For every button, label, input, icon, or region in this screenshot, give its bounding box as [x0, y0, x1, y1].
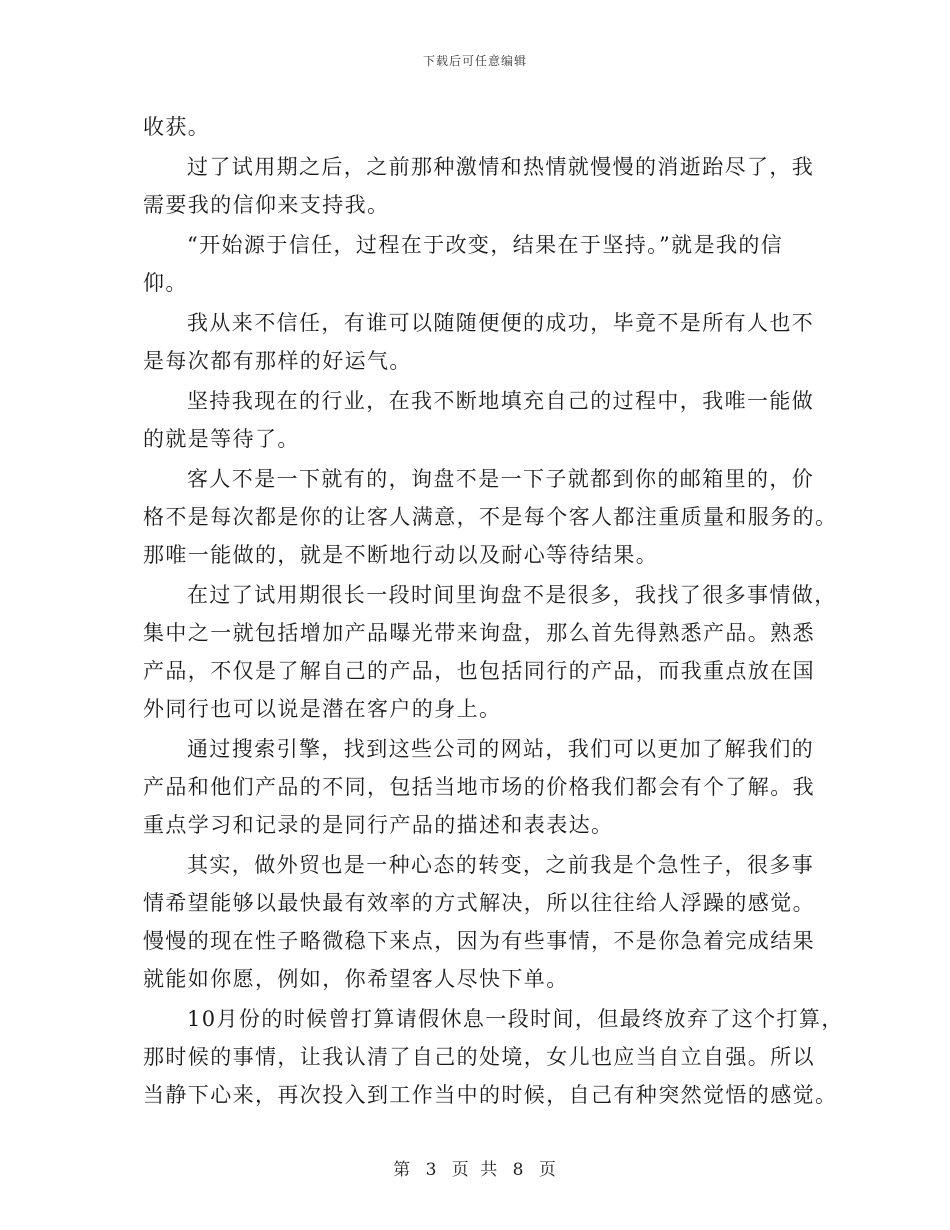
- text-line: 产品和他们产品的不同，包括当地市场的价格我们都会有个了解。我: [143, 775, 815, 799]
- text-line: 10月份的时候曾打算请假休息一段时间，但最终放弃了这个打算，: [187, 1007, 844, 1031]
- text-line: 那时候的事情，让我认清了自己的处境，女儿也应当自立自强。所以: [143, 1045, 815, 1069]
- text-line: 其实，做外贸也是一种心态的转变，之前我是个急性子，很多事: [187, 853, 815, 877]
- text-line: 仰。: [143, 271, 188, 295]
- text-line: 是每次都有那样的好运气。: [143, 349, 412, 373]
- text-line: 集中之一就包括增加产品曝光带来询盘，那么首先得熟悉产品。熟悉: [143, 621, 815, 645]
- paragraph: [143, 382, 815, 458]
- text-line: 重点学习和记录的是同行产品的描述和表表达。: [143, 813, 614, 837]
- text-line: 格不是每次都是你的让客人满意，不是每个客人都注重质量和服务的。: [143, 505, 838, 529]
- text-line: 需要我的信仰来支持我。: [143, 193, 390, 217]
- text-line: 产品，不仅是了解自己的产品，也包括同行的产品，而我重点放在国: [143, 659, 815, 683]
- text-line: 过了试用期之后，之前那种激情和热情就慢慢的消逝跆尽了，我: [187, 155, 815, 179]
- text-line: 的就是等待了。: [143, 427, 300, 451]
- total-page-count: 8: [512, 1160, 525, 1180]
- paragraph: [143, 576, 837, 728]
- paragraph: [143, 846, 815, 998]
- text-line: 通过搜索引擎，找到这些公司的网站，我们可以更加了解我们的: [187, 737, 815, 761]
- text-line: 在过了试用期很长一段时间里询盘不是很多，我找了很多事情做，: [187, 583, 837, 607]
- text-line: 那唯一能做的，就是不断地行动以及耐心等待结果。: [143, 543, 659, 567]
- text-line: 就能如你愿，例如，你希望客人尽快下单。: [143, 967, 569, 991]
- paragraph: [143, 1000, 844, 1114]
- footer-middle: 页 共: [451, 1160, 499, 1180]
- paragraph: [143, 226, 811, 302]
- paragraph: [143, 460, 838, 574]
- document-body: [143, 108, 844, 1116]
- paragraph: [143, 304, 815, 380]
- text-line: 坚持我现在的行业，在我不断地填充自己的过程中，我唯一能做: [187, 389, 815, 413]
- footer-suffix: 页: [538, 1160, 557, 1180]
- page-header-note: 下载后可任意编辑: [422, 54, 527, 68]
- current-page-number: 3: [425, 1160, 438, 1180]
- text-line: 慢慢的现在性子略微稳下来点，因为有些事情，不是你急着完成结果: [143, 929, 815, 953]
- text-line: 客人不是一下就有的，询盘不是一下子就都到你的邮箱里的，价: [187, 467, 815, 491]
- text-line: 我从来不信任，有谁可以随随便便的成功，毕竟不是所有人也不: [187, 311, 815, 335]
- text-line: 当静下心来，再次投入到工作当中的时候，自己有种突然觉悟的感觉。: [143, 1083, 838, 1107]
- paragraph: [143, 730, 815, 844]
- text-line: 外同行也可以说是潜在客户的身上。: [143, 697, 502, 721]
- paragraph: [143, 148, 815, 224]
- footer-prefix: 第: [393, 1160, 412, 1180]
- page-footer: [0, 1155, 950, 1180]
- text-line: 情希望能够以最快最有效率的方式解决，所以往往给人浮躁的感觉。: [143, 891, 815, 915]
- paragraph: [143, 108, 811, 146]
- text-line: 收获。: [143, 115, 211, 139]
- text-line: “开始源于信任，过程在于改变，结果在于坚持。”就是我的信: [187, 233, 784, 257]
